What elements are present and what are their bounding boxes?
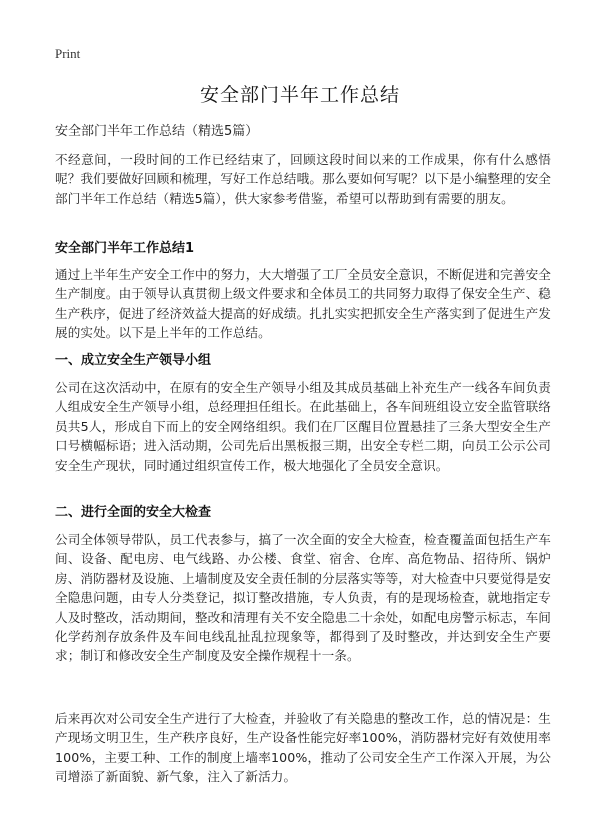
heading-safety-inspection: 二、进行全面的安全大检查 xyxy=(55,505,212,520)
intro-paragraph: 不经意间，一段时间的工作已经结束了，回顾这段时间以来的工作成果，你有什么感悟呢？我们要做好回顾和梳理，写好工作总结哦。那么要如何写呢？以下是小编整理的安全部门半年工作总结（精选5篇），供大家参考借鉴，希望可以帮助到有需要的朋友。 xyxy=(55,152,551,206)
document-subtitle: 安全部门半年工作总结（精选5篇） xyxy=(55,124,259,139)
section1-heading: 安全部门半年工作总结1 xyxy=(55,241,195,256)
document-title: 安全部门半年工作总结 xyxy=(199,84,400,106)
print-label[interactable]: Print xyxy=(55,46,81,61)
paragraph-leadership-group: 公司在这次活动中，在原有的安全生产领导小组及其成员基础上补充生产一线各车间负责人组成安全生产领导小组，总经理担任组长。在此基础上，各车间班组设立安全监管联络员共5人，形成自下而上的安全网络组织。我们在厂区醒目位置悬挂了三条大型安全生产口号横幅标语；进入活动期，公司先后出黑板报三期，出安全专栏二期，向员工公示公司安全生产现状，同时通过组织宣传工作，极大地强化了全员安全意识。 xyxy=(55,380,551,473)
paragraph-reinspection: 后来再次对公司安全生产进行了大检查，并验收了有关隐患的整改工作，总的情况是：生产现场文明卫生，生产秩序良好，生产设备性能完好率100%，消防器材完好有效使用率100%，主要工种、工作的制度上墙率100%，推动了公司安全生产工作深入开展，为公司增添了新面貌、新气象，注入了新活力。 xyxy=(55,711,551,785)
heading-leadership-group: 一、成立安全生产领导小组 xyxy=(55,353,212,368)
paragraph-safety-inspection: 公司全体领导带队，员工代表参与，搞了一次全面的安全大检查，检查覆盖面包括生产车间、设备、配电房、电气线路、办公楼、食堂、宿舍、仓库、高危物品、招待所、锅炉房、消防器材及设施、上墙制度及安全责任制的分层落实等等，对大检查中只要觉得是安全隐患问题，由专人分类登记，拟订整改措施，专人负责，有的是现场检查，就地指定专人及时整改，活动期间，整改和清理有关不安全隐患二十余处，如配电房警示标志，车间化学药剂存放条件及车间电线乱扯乱拉现象等，都得到了及时整改，并达到安全生产要求；制订和修改安全生产制度及安全操作规程十一条。 xyxy=(55,532,551,664)
section1-paragraph: 通过上半年生产安全工作中的努力，大大增强了工厂全员安全意识，不断促进和完善安全生产制度。由于领导认真贯彻上级文件要求和全体员工的共同努力取得了保安全生产、稳生产秩序，促进了经济效益大提高的好成绩。扎扎实实把抓安全生产落实到了促进生产发展的实处。以下是上半年的工作总结。 xyxy=(55,267,551,341)
